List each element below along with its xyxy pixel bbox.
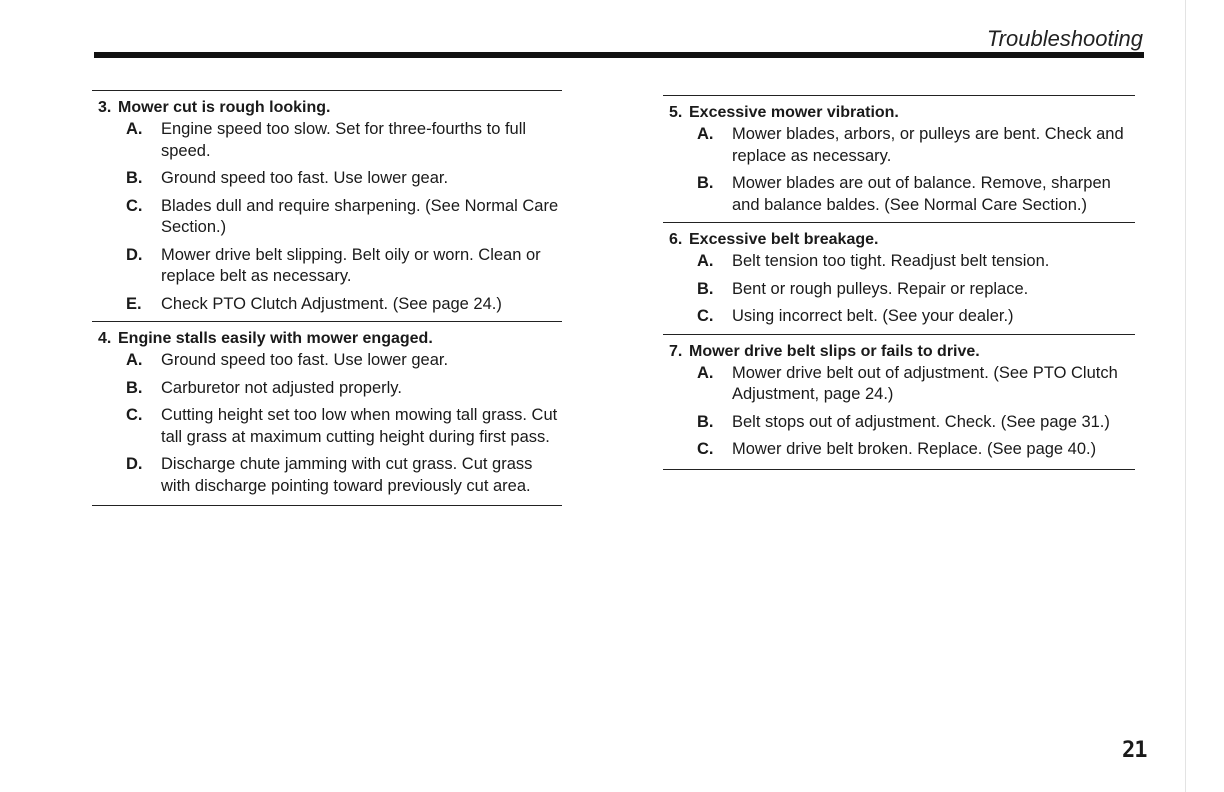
item-text: Blades dull and require sharpening. (See Normal Care Section.) <box>161 196 559 236</box>
list-item <box>697 173 1135 216</box>
item-letter: C. <box>126 406 143 424</box>
item-letter: A. <box>697 363 714 382</box>
section-number: 3. <box>98 99 112 116</box>
page-edge-divider <box>1185 0 1186 792</box>
item-text: Ground speed too fast. Use lower gear. <box>161 169 449 187</box>
list-item <box>697 412 1135 434</box>
item-text: Carburetor not adjusted properly. <box>161 378 402 397</box>
troubleshooting-section <box>92 90 562 315</box>
section-title-text: Excessive mower vibration. <box>689 104 899 121</box>
troubleshooting-section <box>663 222 1135 328</box>
item-text: Mower drive belt broken. Replace. (See page 40.) <box>732 440 1097 458</box>
item-text: Ground speed too fast. Use lower gear. <box>161 351 449 369</box>
item-text: Bent or rough pulleys. Repair or replace. <box>732 279 1029 298</box>
section-title-text: Mower cut is rough looking. <box>118 99 331 116</box>
item-text: Using incorrect belt. (See your dealer.) <box>732 307 1014 325</box>
troubleshooting-section <box>663 95 1135 216</box>
item-letter: C. <box>697 440 714 458</box>
section-title <box>98 330 562 348</box>
item-text: Belt stops out of adjustment. Check. (See page 31.) <box>732 412 1110 431</box>
item-text: Mower drive belt slipping. Belt oily or worn. Clean or replace belt as necessary. <box>161 245 541 285</box>
item-text: Mower blades, arbors, or pulleys are bent. Check and replace as necessary. <box>732 125 1124 165</box>
section-title <box>669 231 1135 249</box>
item-letter: B. <box>126 169 143 187</box>
item-text: Mower drive belt out of adjustment. (See PTO Clutch Adjustment, page 24.) <box>732 363 1118 403</box>
item-letter: B. <box>697 412 714 431</box>
left-column <box>92 90 562 506</box>
item-letter: C. <box>697 307 714 325</box>
section-number: 4. <box>98 330 112 347</box>
list-item <box>126 350 562 372</box>
item-letter: C. <box>126 196 143 215</box>
item-letter: A. <box>697 252 714 270</box>
list-item <box>126 196 562 239</box>
list-item <box>697 251 1135 273</box>
list-item <box>126 405 562 448</box>
page-header-title: Troubleshooting <box>986 26 1143 51</box>
item-letter: E. <box>126 294 142 313</box>
list-item <box>126 168 562 190</box>
page-number: 21 <box>1122 738 1147 763</box>
section-number: 7. <box>669 342 683 360</box>
section-title <box>669 343 1135 361</box>
section-number: 5. <box>669 104 683 121</box>
list-item <box>697 124 1135 167</box>
item-text: Engine speed too slow. Set for three-fourths to full speed. <box>161 120 527 160</box>
item-letter: A. <box>126 351 143 369</box>
item-letter: D. <box>126 245 143 264</box>
item-text: Cutting height set too low when mowing tall grass. Cut tall grass at maximum cutting height during first pass. <box>161 406 558 446</box>
item-letter: A. <box>126 120 143 138</box>
list-item <box>126 378 562 400</box>
troubleshooting-section <box>92 321 562 506</box>
list-item <box>697 439 1135 461</box>
list-item <box>697 279 1135 301</box>
item-text: Check PTO Clutch Adjustment. (See page 24.) <box>161 294 502 313</box>
header-rule <box>94 52 1144 58</box>
section-title <box>669 104 1135 122</box>
section-title <box>98 99 562 117</box>
list-item <box>126 454 562 497</box>
item-letter: D. <box>126 455 143 473</box>
item-text: Mower blades are out of balance. Remove, sharpen and balance baldes. (See Normal Care Section.) <box>732 174 1111 214</box>
list-item <box>697 363 1135 406</box>
section-title-text: Excessive belt breakage. <box>689 231 879 248</box>
section-title-text: Mower drive belt slips or fails to drive. <box>689 342 980 360</box>
item-letter: A. <box>697 125 714 143</box>
item-letter: B. <box>126 378 143 397</box>
item-letter: B. <box>697 279 714 298</box>
section-number: 6. <box>669 231 683 248</box>
item-text: Discharge chute jamming with cut grass. Cut grass with discharge pointing toward previously cut area. <box>161 455 533 495</box>
section-title-text: Engine stalls easily with mower engaged. <box>118 330 433 347</box>
list-item <box>126 119 562 162</box>
troubleshooting-section <box>663 334 1135 470</box>
list-item <box>697 306 1135 328</box>
item-letter: B. <box>697 174 714 192</box>
list-item <box>126 294 562 316</box>
item-text: Belt tension too tight. Readjust belt tension. <box>732 252 1050 270</box>
right-column <box>663 95 1135 470</box>
list-item <box>126 245 562 288</box>
